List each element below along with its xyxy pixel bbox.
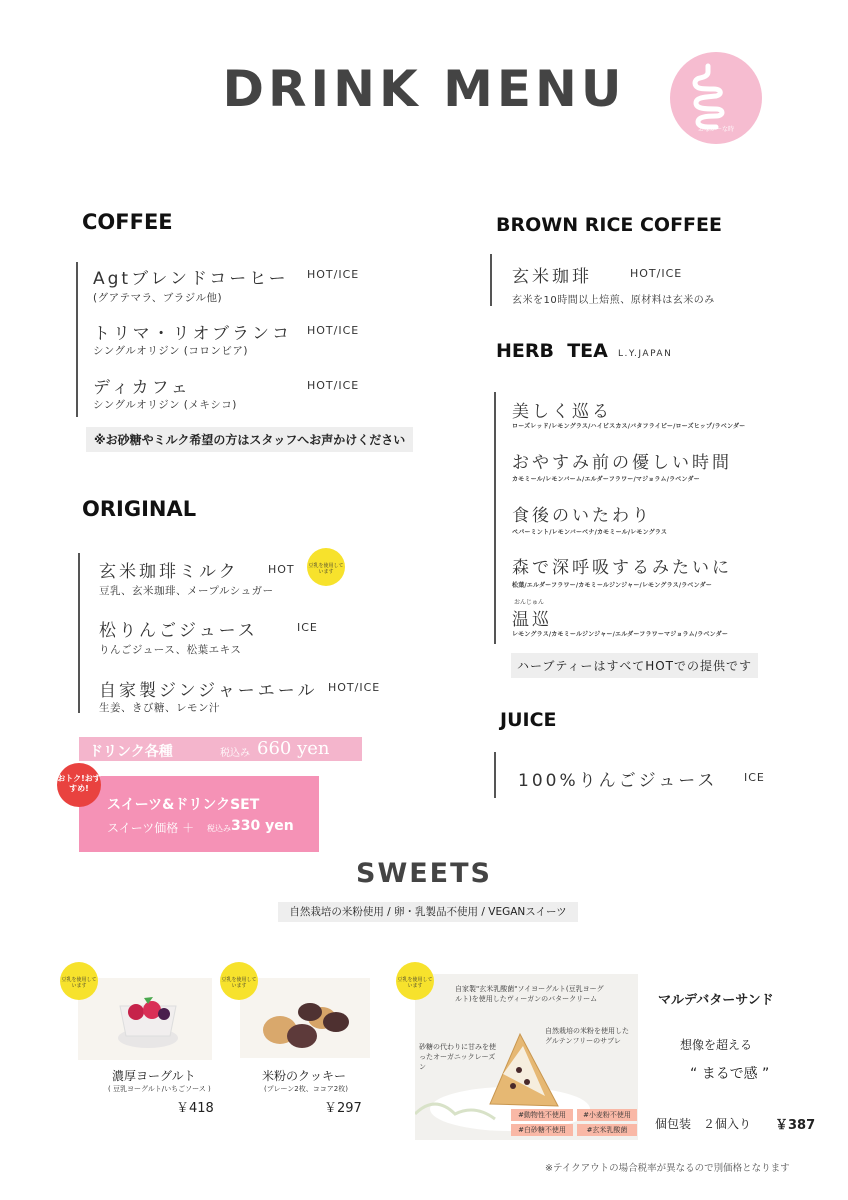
badge-label: 豆乳を使用しています [397, 977, 433, 989]
original-item-name: 松りんごジュース [99, 621, 258, 641]
herb-item-desc: レモングラス/カモミールジンジャー/エルダーフラワーマジョラム/ラベンダー [512, 631, 729, 638]
butter-sand-pack: 個包装 ２個入り [655, 1117, 752, 1131]
set-title: スイーツ&ドリンクSET [107, 797, 260, 813]
herb-item-name: 美しく巡る [512, 402, 612, 422]
original-divider [78, 553, 80, 713]
butter-sand-tagline: 想像を超える [680, 1038, 753, 1052]
soy-milk-badge-icon [307, 548, 345, 586]
butter-sand-photo [415, 974, 638, 1140]
herb-item-desc: ペパーミント/レモンバーベナ/カモミール/レモングラス [512, 529, 668, 536]
herb-item-ruby: おんじゅん [514, 599, 545, 606]
badge-label: 豆乳を使用しています [221, 977, 257, 989]
juice-item-temp: ICE [744, 771, 765, 784]
coffee-item-name: ディカフェ [93, 378, 191, 398]
butter-annotation: 砂糖の代わりに甘みを使ったオーガニックレーズン [419, 1043, 496, 1071]
original-item-desc: りんごジュース、松葉エキス [99, 644, 242, 656]
cookie-photo [240, 978, 370, 1058]
drink-price-band [79, 737, 362, 761]
price-band-price: 660 yen [257, 738, 330, 759]
juice-item-name: 100%りんごジュース [518, 771, 718, 791]
gut-logo-icon [670, 52, 762, 144]
price-band-label: ドリンク各種 [89, 744, 173, 760]
juice-heading: JUICE [500, 709, 557, 731]
takeout-footnote: ※テイクアウトの場合税率が異なるので別価格となります [545, 1163, 790, 1174]
sweet-item-desc: (プレーン2枚、ココア2枚) [264, 1085, 348, 1093]
butter-sand-price: ￥387 [775, 1118, 816, 1133]
burst-label: おトク!おすすめ! [57, 774, 101, 793]
set-tax: 税込み [207, 824, 231, 833]
badge-label: 豆乳を使用しています [61, 977, 97, 989]
sweet-item-name: 濃厚ヨーグルト [112, 1069, 196, 1083]
sweets-subtitle: 自然栽培の米粉使用 / 卵・乳製品不使用 / VEGANスイーツ [278, 902, 578, 922]
set-price: 330 yen [231, 818, 294, 834]
soy-milk-badge-icon [220, 962, 258, 1000]
sweet-item-desc: ( 豆乳ヨーグルト/いちごソース ) [108, 1085, 211, 1093]
logo-caption: おなかーな時 [697, 126, 734, 133]
original-heading: ORIGINAL [82, 497, 197, 521]
price-band-tax: 税込み [220, 748, 250, 759]
brown-rice-item-name: 玄米珈琲 [512, 267, 592, 287]
coffee-heading: COFFEE [82, 210, 173, 234]
yogurt-cup-icon [78, 978, 212, 1060]
butter-tag: #小麦粉不使用 [577, 1109, 637, 1121]
brown-rice-item-temp: HOT/ICE [630, 267, 683, 280]
coffee-item-temp: HOT/ICE [307, 379, 360, 392]
coffee-item-name: Agtブレンドコーヒー [93, 269, 289, 289]
coffee-item-desc: シングルオリジン (コロンビア) [93, 345, 248, 357]
original-item-desc: 豆乳、玄米珈琲、メープルシュガー [99, 585, 274, 597]
set-line: スイーツ価格 ＋ [107, 821, 195, 835]
butter-tag: #玄米乳酸菌 [577, 1124, 637, 1136]
sweet-item-price: ￥418 [176, 1101, 214, 1116]
herb-item-desc: 松葉/エルダーフラワー/カモミールジンジャー/レモングラス/ラベンダー [512, 582, 712, 589]
original-item-temp: HOT/ICE [328, 681, 381, 694]
herb-brand: L.Y.JAPAN [618, 349, 673, 359]
herb-item-name: おやすみ前の優しい時間 [512, 453, 732, 473]
herb-item-name: 森で深呼吸するみたいに [512, 558, 732, 578]
butter-tag: #白砂糖不使用 [511, 1124, 573, 1136]
coffee-item-name: トリマ・リオブランコ [93, 324, 292, 344]
original-item-temp: ICE [297, 621, 318, 634]
badge-label: 豆乳を使用しています [308, 563, 344, 575]
sweet-item-name: 米粉のクッキー [262, 1069, 347, 1083]
set-box [79, 776, 319, 852]
original-item-name: 玄米珈琲ミルク [99, 562, 239, 582]
herb-heading: HERB TEA [496, 340, 608, 362]
herb-note: ハーブティーはすべてHOTでの提供です [511, 653, 758, 678]
butter-annotation: 自家製"玄米乳酸菌"ソイヨーグルト(豆乳ヨーグルト)を使用したヴィーガンのバタークリーム [455, 985, 604, 1003]
juice-divider [494, 752, 496, 798]
brown-rice-item-desc: 玄米を10時間以上焙煎、原材料は玄米のみ [512, 295, 715, 306]
cookie-plate-icon [240, 978, 370, 1058]
butter-tag: #動物性不使用 [511, 1109, 573, 1121]
coffee-item-temp: HOT/ICE [307, 324, 360, 337]
brown-rice-heading: BROWN RICE COFFEE [496, 214, 722, 236]
herb-divider [494, 392, 496, 644]
herb-item-name: 温巡 [512, 610, 552, 630]
original-item-desc: 生姜、きび糖、レモン汁 [99, 702, 220, 714]
coffee-divider [76, 262, 78, 417]
coffee-item-desc: (グアテマラ、ブラジル他) [93, 292, 223, 304]
coffee-note: ※お砂糖やミルク希望の方はスタッフへお声かけください [86, 427, 413, 452]
brown-rice-divider [490, 254, 492, 306]
sweet-item-price: ￥297 [324, 1101, 362, 1116]
recommend-burst-icon [57, 763, 101, 807]
original-item-name: 自家製ジンジャーエール [99, 681, 318, 701]
soy-milk-badge-icon [396, 962, 434, 1000]
sweets-heading: SWEETS [356, 858, 492, 889]
herb-item-desc: カモミール/レモンバーム/エルダーフラワー/マジョラム/ラベンダー [512, 476, 700, 483]
coffee-item-temp: HOT/ICE [307, 268, 360, 281]
herb-item-desc: ローズレッド/レモングラス/ハイビスカス/バタフライピー/ローズヒップ/ラベンダー [512, 423, 746, 430]
original-item-temp: HOT [268, 563, 295, 576]
coffee-item-desc: シングルオリジン (メキシコ) [93, 399, 237, 411]
butter-sand-name: マルデバターサンド [658, 993, 774, 1008]
yogurt-photo [78, 978, 212, 1060]
butter-sand-tagline: “ まるで感 ” [690, 1066, 770, 1082]
butter-annotation: 自然栽培の米粉を使用したグルテンフリーのサブレ [545, 1027, 629, 1045]
page-title: DRINK MENU [222, 60, 626, 118]
soy-milk-badge-icon [60, 962, 98, 1000]
herb-item-name: 食後のいたわり [512, 506, 652, 526]
